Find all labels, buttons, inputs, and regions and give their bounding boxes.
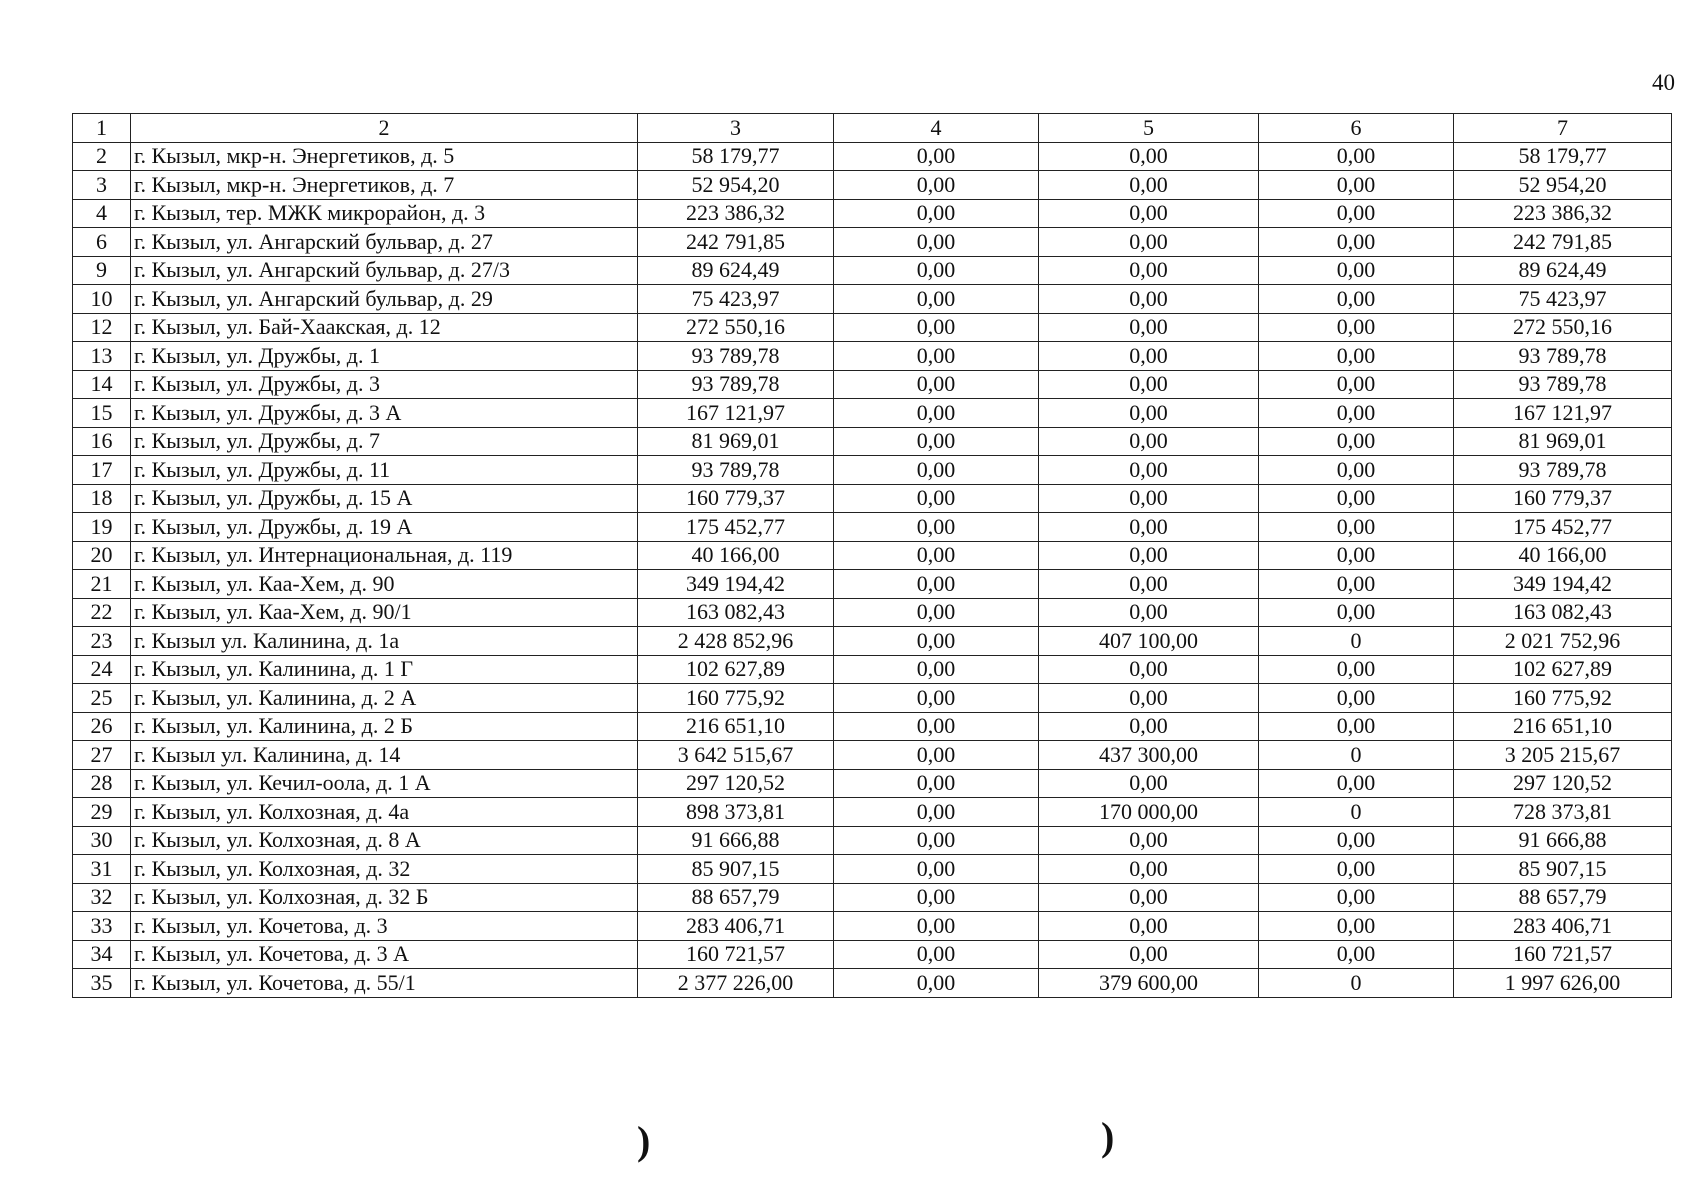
table-row bbox=[73, 313, 1672, 342]
column-4-value-cell: 0,00 bbox=[834, 228, 1039, 257]
total-cell: 160 779,37 bbox=[1454, 484, 1672, 513]
row-number-cell: 21 bbox=[73, 570, 131, 599]
column-5-value-cell: 0,00 bbox=[1039, 256, 1259, 285]
total-cell: 91 666,88 bbox=[1454, 826, 1672, 855]
column-4-value-cell: 0,00 bbox=[834, 570, 1039, 599]
column-6-value-cell: 0,00 bbox=[1259, 712, 1454, 741]
total-cell: 58 179,77 bbox=[1454, 142, 1672, 171]
column-6-value-cell: 0,00 bbox=[1259, 883, 1454, 912]
table-row bbox=[73, 741, 1672, 770]
table-row bbox=[73, 912, 1672, 941]
column-5-value-cell: 0,00 bbox=[1039, 940, 1259, 969]
row-number-cell: 35 bbox=[73, 969, 131, 998]
column-6-value-cell: 0,00 bbox=[1259, 513, 1454, 542]
table-row bbox=[73, 855, 1672, 884]
column-4-value-cell: 0,00 bbox=[834, 342, 1039, 371]
column-5-value-cell: 0,00 bbox=[1039, 199, 1259, 228]
amount-cell: 272 550,16 bbox=[638, 313, 834, 342]
address-cell: г. Кызыл, ул. Ангарский бульвар, д. 29 bbox=[131, 285, 638, 314]
row-number-cell: 17 bbox=[73, 456, 131, 485]
table-row bbox=[73, 199, 1672, 228]
column-4-value-cell: 0,00 bbox=[834, 456, 1039, 485]
table-row bbox=[73, 627, 1672, 656]
column-5-value-cell: 407 100,00 bbox=[1039, 627, 1259, 656]
column-4-value-cell: 0,00 bbox=[834, 199, 1039, 228]
table-row bbox=[73, 399, 1672, 428]
column-6-value-cell: 0,00 bbox=[1259, 228, 1454, 257]
column-5-value-cell: 0,00 bbox=[1039, 313, 1259, 342]
column-5-value-cell: 0,00 bbox=[1039, 228, 1259, 257]
table-row bbox=[73, 769, 1672, 798]
column-5-value-cell: 0,00 bbox=[1039, 655, 1259, 684]
table-row bbox=[73, 798, 1672, 827]
column-6-value-cell: 0,00 bbox=[1259, 655, 1454, 684]
column-number-cell: 1 bbox=[73, 114, 131, 143]
column-number-cell: 3 bbox=[638, 114, 834, 143]
row-number-cell: 31 bbox=[73, 855, 131, 884]
column-4-value-cell: 0,00 bbox=[834, 684, 1039, 713]
table-row bbox=[73, 969, 1672, 998]
address-cell: г. Кызыл, ул. Кочетова, д. 3 bbox=[131, 912, 638, 941]
address-cell: г. Кызыл, ул. Колхозная, д. 4а bbox=[131, 798, 638, 827]
column-5-value-cell: 0,00 bbox=[1039, 456, 1259, 485]
address-cell: г. Кызыл, тер. МЖК микрорайон, д. 3 bbox=[131, 199, 638, 228]
column-5-value-cell: 379 600,00 bbox=[1039, 969, 1259, 998]
column-5-value-cell: 0,00 bbox=[1039, 598, 1259, 627]
column-4-value-cell: 0,00 bbox=[834, 427, 1039, 456]
total-cell: 272 550,16 bbox=[1454, 313, 1672, 342]
column-4-value-cell: 0,00 bbox=[834, 769, 1039, 798]
address-cell: г. Кызыл, мкр-н. Энергетиков, д. 7 bbox=[131, 171, 638, 200]
column-6-value-cell: 0,00 bbox=[1259, 684, 1454, 713]
amount-cell: 297 120,52 bbox=[638, 769, 834, 798]
column-5-value-cell: 0,00 bbox=[1039, 826, 1259, 855]
total-cell: 89 624,49 bbox=[1454, 256, 1672, 285]
amount-cell: 223 386,32 bbox=[638, 199, 834, 228]
amount-cell: 58 179,77 bbox=[638, 142, 834, 171]
column-4-value-cell: 0,00 bbox=[834, 912, 1039, 941]
amount-cell: 89 624,49 bbox=[638, 256, 834, 285]
column-4-value-cell: 0,00 bbox=[834, 484, 1039, 513]
address-cell: г. Кызыл, ул. Колхозная, д. 32 bbox=[131, 855, 638, 884]
amount-cell: 93 789,78 bbox=[638, 370, 834, 399]
column-number-row bbox=[73, 114, 1672, 143]
column-4-value-cell: 0,00 bbox=[834, 741, 1039, 770]
amount-cell: 102 627,89 bbox=[638, 655, 834, 684]
column-6-value-cell: 0,00 bbox=[1259, 342, 1454, 371]
column-6-value-cell: 0 bbox=[1259, 798, 1454, 827]
total-cell: 93 789,78 bbox=[1454, 342, 1672, 371]
column-4-value-cell: 0,00 bbox=[834, 513, 1039, 542]
address-cell: г. Кызыл, мкр-н. Энергетиков, д. 5 bbox=[131, 142, 638, 171]
table-row bbox=[73, 541, 1672, 570]
amount-cell: 216 651,10 bbox=[638, 712, 834, 741]
column-4-value-cell: 0,00 bbox=[834, 627, 1039, 656]
footer-mark-left: ) bbox=[637, 1118, 651, 1163]
table-row bbox=[73, 570, 1672, 599]
column-5-value-cell: 0,00 bbox=[1039, 570, 1259, 599]
row-number-cell: 34 bbox=[73, 940, 131, 969]
row-number-cell: 13 bbox=[73, 342, 131, 371]
row-number-cell: 27 bbox=[73, 741, 131, 770]
column-5-value-cell: 170 000,00 bbox=[1039, 798, 1259, 827]
row-number-cell: 12 bbox=[73, 313, 131, 342]
address-cell: г. Кызыл, ул. Ангарский бульвар, д. 27/3 bbox=[131, 256, 638, 285]
row-number-cell: 29 bbox=[73, 798, 131, 827]
address-cell: г. Кызыл, ул. Колхозная, д. 8 А bbox=[131, 826, 638, 855]
page-number: 40 bbox=[1652, 70, 1675, 95]
row-number-cell: 23 bbox=[73, 627, 131, 656]
column-4-value-cell: 0,00 bbox=[834, 855, 1039, 884]
address-cell: г. Кызыл, ул. Дружбы, д. 3 А bbox=[131, 399, 638, 428]
row-number-cell: 10 bbox=[73, 285, 131, 314]
amount-cell: 88 657,79 bbox=[638, 883, 834, 912]
column-4-value-cell: 0,00 bbox=[834, 655, 1039, 684]
total-cell: 75 423,97 bbox=[1454, 285, 1672, 314]
total-cell: 728 373,81 bbox=[1454, 798, 1672, 827]
row-number-cell: 19 bbox=[73, 513, 131, 542]
total-cell: 175 452,77 bbox=[1454, 513, 1672, 542]
table-row bbox=[73, 883, 1672, 912]
row-number-cell: 26 bbox=[73, 712, 131, 741]
column-6-value-cell: 0,00 bbox=[1259, 142, 1454, 171]
amount-cell: 160 775,92 bbox=[638, 684, 834, 713]
address-cell: г. Кызыл, ул. Кочетова, д. 3 А bbox=[131, 940, 638, 969]
table-row bbox=[73, 285, 1672, 314]
address-cell: г. Кызыл ул. Калинина, д. 14 bbox=[131, 741, 638, 770]
column-6-value-cell: 0,00 bbox=[1259, 313, 1454, 342]
column-5-value-cell: 0,00 bbox=[1039, 513, 1259, 542]
amount-cell: 3 642 515,67 bbox=[638, 741, 834, 770]
row-number-cell: 25 bbox=[73, 684, 131, 713]
address-cell: г. Кызыл, ул. Дружбы, д. 7 bbox=[131, 427, 638, 456]
column-5-value-cell: 0,00 bbox=[1039, 684, 1259, 713]
amount-cell: 163 082,43 bbox=[638, 598, 834, 627]
row-number-cell: 33 bbox=[73, 912, 131, 941]
column-6-value-cell: 0 bbox=[1259, 741, 1454, 770]
column-number-cell: 5 bbox=[1039, 114, 1259, 143]
column-number-cell: 6 bbox=[1259, 114, 1454, 143]
total-cell: 52 954,20 bbox=[1454, 171, 1672, 200]
address-cell: г. Кызыл, ул. Дружбы, д. 15 А bbox=[131, 484, 638, 513]
column-5-value-cell: 0,00 bbox=[1039, 855, 1259, 884]
table-row bbox=[73, 142, 1672, 171]
column-6-value-cell: 0,00 bbox=[1259, 855, 1454, 884]
row-number-cell: 15 bbox=[73, 399, 131, 428]
total-cell: 160 775,92 bbox=[1454, 684, 1672, 713]
column-6-value-cell: 0,00 bbox=[1259, 769, 1454, 798]
table-row bbox=[73, 712, 1672, 741]
column-5-value-cell: 0,00 bbox=[1039, 342, 1259, 371]
total-cell: 297 120,52 bbox=[1454, 769, 1672, 798]
table-body bbox=[73, 114, 1672, 998]
table-row bbox=[73, 171, 1672, 200]
column-6-value-cell: 0,00 bbox=[1259, 370, 1454, 399]
column-6-value-cell: 0 bbox=[1259, 627, 1454, 656]
amount-cell: 349 194,42 bbox=[638, 570, 834, 599]
row-number-cell: 2 bbox=[73, 142, 131, 171]
column-4-value-cell: 0,00 bbox=[834, 969, 1039, 998]
table-row bbox=[73, 598, 1672, 627]
total-cell: 283 406,71 bbox=[1454, 912, 1672, 941]
table-row bbox=[73, 342, 1672, 371]
column-4-value-cell: 0,00 bbox=[834, 883, 1039, 912]
total-cell: 349 194,42 bbox=[1454, 570, 1672, 599]
column-5-value-cell: 0,00 bbox=[1039, 370, 1259, 399]
column-number-cell: 2 bbox=[131, 114, 638, 143]
column-6-value-cell: 0,00 bbox=[1259, 541, 1454, 570]
amount-cell: 93 789,78 bbox=[638, 456, 834, 485]
amount-cell: 283 406,71 bbox=[638, 912, 834, 941]
table-row bbox=[73, 484, 1672, 513]
column-4-value-cell: 0,00 bbox=[834, 399, 1039, 428]
row-number-cell: 20 bbox=[73, 541, 131, 570]
column-4-value-cell: 0,00 bbox=[834, 313, 1039, 342]
amount-cell: 52 954,20 bbox=[638, 171, 834, 200]
column-6-value-cell: 0,00 bbox=[1259, 826, 1454, 855]
amount-cell: 175 452,77 bbox=[638, 513, 834, 542]
amount-cell: 160 721,57 bbox=[638, 940, 834, 969]
column-number-cell: 7 bbox=[1454, 114, 1672, 143]
address-cell: г. Кызыл, ул. Бай-Хаакская, д. 12 bbox=[131, 313, 638, 342]
amount-cell: 91 666,88 bbox=[638, 826, 834, 855]
column-4-value-cell: 0,00 bbox=[834, 171, 1039, 200]
total-cell: 160 721,57 bbox=[1454, 940, 1672, 969]
table-row bbox=[73, 456, 1672, 485]
column-4-value-cell: 0,00 bbox=[834, 370, 1039, 399]
amount-cell: 2 377 226,00 bbox=[638, 969, 834, 998]
column-6-value-cell: 0,00 bbox=[1259, 912, 1454, 941]
row-number-cell: 22 bbox=[73, 598, 131, 627]
column-6-value-cell: 0,00 bbox=[1259, 199, 1454, 228]
amount-cell: 160 779,37 bbox=[638, 484, 834, 513]
amount-cell: 242 791,85 bbox=[638, 228, 834, 257]
amount-cell: 85 907,15 bbox=[638, 855, 834, 884]
address-cell: г. Кызыл, ул. Калинина, д. 2 Б bbox=[131, 712, 638, 741]
column-6-value-cell: 0,00 bbox=[1259, 171, 1454, 200]
column-4-value-cell: 0,00 bbox=[834, 541, 1039, 570]
total-cell: 167 121,97 bbox=[1454, 399, 1672, 428]
column-6-value-cell: 0,00 bbox=[1259, 570, 1454, 599]
column-6-value-cell: 0,00 bbox=[1259, 940, 1454, 969]
column-5-value-cell: 0,00 bbox=[1039, 285, 1259, 314]
total-cell: 85 907,15 bbox=[1454, 855, 1672, 884]
total-cell: 93 789,78 bbox=[1454, 456, 1672, 485]
table-row bbox=[73, 256, 1672, 285]
column-5-value-cell: 0,00 bbox=[1039, 541, 1259, 570]
column-4-value-cell: 0,00 bbox=[834, 798, 1039, 827]
row-number-cell: 24 bbox=[73, 655, 131, 684]
column-6-value-cell: 0,00 bbox=[1259, 399, 1454, 428]
total-cell: 242 791,85 bbox=[1454, 228, 1672, 257]
column-5-value-cell: 0,00 bbox=[1039, 484, 1259, 513]
row-number-cell: 3 bbox=[73, 171, 131, 200]
total-cell: 1 997 626,00 bbox=[1454, 969, 1672, 998]
address-cell: г. Кызыл, ул. Кочетова, д. 55/1 bbox=[131, 969, 638, 998]
address-cell: г. Кызыл, ул. Каа-Хем, д. 90 bbox=[131, 570, 638, 599]
address-cell: г. Кызыл, ул. Кечил-оола, д. 1 А bbox=[131, 769, 638, 798]
column-4-value-cell: 0,00 bbox=[834, 285, 1039, 314]
column-4-value-cell: 0,00 bbox=[834, 826, 1039, 855]
data-table bbox=[72, 113, 1672, 998]
column-number-cell: 4 bbox=[834, 114, 1039, 143]
row-number-cell: 9 bbox=[73, 256, 131, 285]
row-number-cell: 16 bbox=[73, 427, 131, 456]
column-6-value-cell: 0,00 bbox=[1259, 256, 1454, 285]
total-cell: 102 627,89 bbox=[1454, 655, 1672, 684]
amount-cell: 81 969,01 bbox=[638, 427, 834, 456]
amount-cell: 2 428 852,96 bbox=[638, 627, 834, 656]
column-4-value-cell: 0,00 bbox=[834, 712, 1039, 741]
total-cell: 216 651,10 bbox=[1454, 712, 1672, 741]
amount-cell: 40 166,00 bbox=[638, 541, 834, 570]
table-row bbox=[73, 940, 1672, 969]
row-number-cell: 28 bbox=[73, 769, 131, 798]
address-cell: г. Кызыл, ул. Калинина, д. 1 Г bbox=[131, 655, 638, 684]
table-row bbox=[73, 684, 1672, 713]
table-row bbox=[73, 826, 1672, 855]
amount-cell: 898 373,81 bbox=[638, 798, 834, 827]
total-cell: 3 205 215,67 bbox=[1454, 741, 1672, 770]
amount-cell: 93 789,78 bbox=[638, 342, 834, 371]
column-5-value-cell: 0,00 bbox=[1039, 399, 1259, 428]
address-cell: г. Кызыл, ул. Дружбы, д. 3 bbox=[131, 370, 638, 399]
table-row bbox=[73, 228, 1672, 257]
address-cell: г. Кызыл, ул. Дружбы, д. 19 А bbox=[131, 513, 638, 542]
column-6-value-cell: 0 bbox=[1259, 969, 1454, 998]
total-cell: 2 021 752,96 bbox=[1454, 627, 1672, 656]
footer-mark-right: ) bbox=[1101, 1114, 1115, 1159]
row-number-cell: 30 bbox=[73, 826, 131, 855]
total-cell: 88 657,79 bbox=[1454, 883, 1672, 912]
total-cell: 223 386,32 bbox=[1454, 199, 1672, 228]
total-cell: 93 789,78 bbox=[1454, 370, 1672, 399]
address-cell: г. Кызыл, ул. Ангарский бульвар, д. 27 bbox=[131, 228, 638, 257]
column-4-value-cell: 0,00 bbox=[834, 598, 1039, 627]
column-5-value-cell: 0,00 bbox=[1039, 712, 1259, 741]
address-cell: г. Кызыл, ул. Колхозная, д. 32 Б bbox=[131, 883, 638, 912]
total-cell: 81 969,01 bbox=[1454, 427, 1672, 456]
total-cell: 40 166,00 bbox=[1454, 541, 1672, 570]
row-number-cell: 6 bbox=[73, 228, 131, 257]
column-5-value-cell: 0,00 bbox=[1039, 142, 1259, 171]
column-5-value-cell: 0,00 bbox=[1039, 171, 1259, 200]
total-cell: 163 082,43 bbox=[1454, 598, 1672, 627]
table-row bbox=[73, 427, 1672, 456]
address-cell: г. Кызыл, ул. Интернациональная, д. 119 bbox=[131, 541, 638, 570]
row-number-cell: 4 bbox=[73, 199, 131, 228]
table-row bbox=[73, 655, 1672, 684]
row-number-cell: 18 bbox=[73, 484, 131, 513]
table-row bbox=[73, 513, 1672, 542]
address-cell: г. Кызыл, ул. Калинина, д. 2 А bbox=[131, 684, 638, 713]
table-row bbox=[73, 370, 1672, 399]
column-5-value-cell: 0,00 bbox=[1039, 769, 1259, 798]
address-cell: г. Кызыл ул. Калинина, д. 1а bbox=[131, 627, 638, 656]
amount-cell: 75 423,97 bbox=[638, 285, 834, 314]
column-6-value-cell: 0,00 bbox=[1259, 285, 1454, 314]
column-6-value-cell: 0,00 bbox=[1259, 598, 1454, 627]
amount-cell: 167 121,97 bbox=[638, 399, 834, 428]
address-cell: г. Кызыл, ул. Дружбы, д. 1 bbox=[131, 342, 638, 371]
column-4-value-cell: 0,00 bbox=[834, 256, 1039, 285]
address-cell: г. Кызыл, ул. Дружбы, д. 11 bbox=[131, 456, 638, 485]
row-number-cell: 32 bbox=[73, 883, 131, 912]
column-6-value-cell: 0,00 bbox=[1259, 427, 1454, 456]
column-4-value-cell: 0,00 bbox=[834, 142, 1039, 171]
address-cell: г. Кызыл, ул. Каа-Хем, д. 90/1 bbox=[131, 598, 638, 627]
column-5-value-cell: 0,00 bbox=[1039, 883, 1259, 912]
column-6-value-cell: 0,00 bbox=[1259, 484, 1454, 513]
row-number-cell: 14 bbox=[73, 370, 131, 399]
column-5-value-cell: 0,00 bbox=[1039, 912, 1259, 941]
column-5-value-cell: 0,00 bbox=[1039, 427, 1259, 456]
column-6-value-cell: 0,00 bbox=[1259, 456, 1454, 485]
column-4-value-cell: 0,00 bbox=[834, 940, 1039, 969]
column-5-value-cell: 437 300,00 bbox=[1039, 741, 1259, 770]
